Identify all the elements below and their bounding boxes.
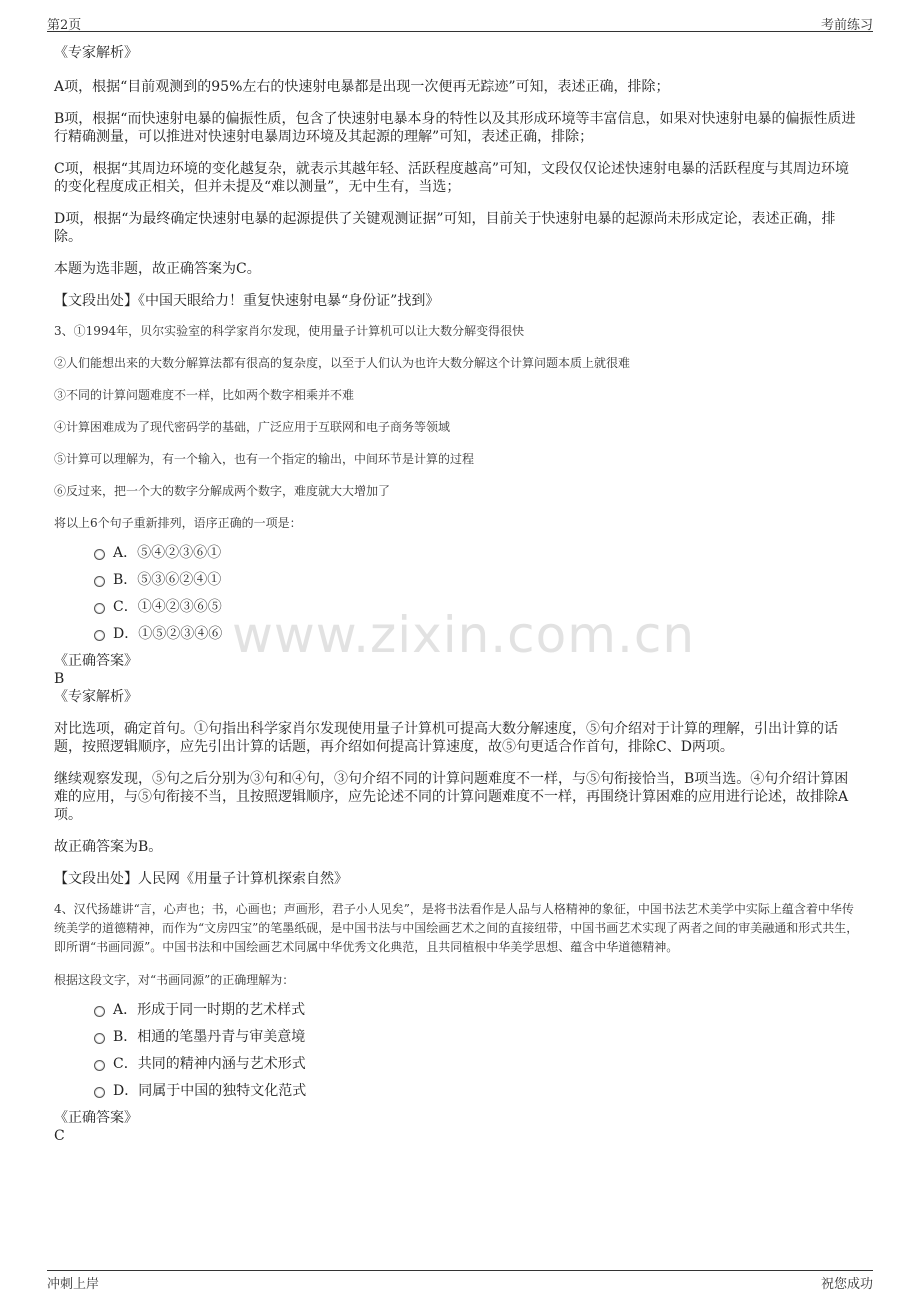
option-label: A．形成于同一时期的艺术样式 xyxy=(113,1002,306,1018)
expert-analysis-label: 《专家解析》 xyxy=(54,45,138,61)
radio-button-icon[interactable] xyxy=(94,603,105,614)
analysis-option-a: A项，根据“目前观测到的95%左右的快速射电暴都是出现一次便再无踪迹”可知，表述正确，排除； xyxy=(54,79,670,95)
option-label: C．共同的精神内涵与艺术形式 xyxy=(113,1056,306,1072)
question-3-options xyxy=(54,544,860,652)
question-3-sentence-5: ⑤计算可以理解为，有一个输入，也有一个指定的输出，中间环节是计算的过程 xyxy=(54,452,475,466)
page-header xyxy=(47,10,873,32)
option-label: D．①⑤②③④⑥ xyxy=(113,626,223,642)
analysis-conclusion: 本题为选非题，故正确答案为C。 xyxy=(54,261,261,277)
analysis-option-b: B项，根据“而快速射电暴的偏振性质，包含了快速射电暴本身的特性以及其形成环境等丰富信息，如果对快速射电暴的偏振性质进行精确测量，可以推进对快速射电暴周边环境及其起源的理解”可知，表述正确，排除； xyxy=(54,111,856,145)
radio-button-icon[interactable] xyxy=(94,1087,105,1098)
analysis-option-d: D项，根据“为最终确定快速射电暴的起源提供了关键观测证据”可知，目前关于快速射电暴的起源尚未形成定论，表述正确，排除。 xyxy=(54,211,836,245)
radio-button-icon[interactable] xyxy=(94,1033,105,1044)
question-4-option-c[interactable] xyxy=(54,1055,860,1082)
page-number: 第2页 xyxy=(47,18,82,33)
analysis-paragraph-2: 继续观察发现，⑤句之后分别为③句和④句，③句介绍不同的计算问题难度不一样，与⑤句衔接恰当，B项当选。④句介绍计算困难的应用，与⑤句衔接不当，且按照逻辑顺序，应先论述不同的计算问题难度不一样，再围绕计算困难的应用进行论述，故排除A项。 xyxy=(54,771,849,823)
page-content xyxy=(54,44,860,1145)
correct-answer-label: 《正确答案》 xyxy=(54,653,138,669)
question-3-sentence-4: ④计算困难成为了现代密码学的基础，广泛应用于互联网和电子商务等领域 xyxy=(54,420,451,434)
question-4-option-b[interactable] xyxy=(54,1028,860,1055)
radio-button-icon[interactable] xyxy=(94,549,105,560)
question-4-option-d[interactable] xyxy=(54,1082,860,1109)
header-title: 考前练习 xyxy=(820,18,873,33)
option-label: B．相通的笔墨丹青与审美意境 xyxy=(113,1029,306,1045)
analysis-paragraph-1: 对比选项，确定首句。①句指出科学家肖尔发现使用量子计算机可提高大数分解速度，⑤句介绍对于计算的理解，引出计算的话题，按照逻辑顺序，应先引出计算的话题，再介绍如何提高计算速度，故⑤句更适合作首句，排除C、D两项。 xyxy=(54,721,838,755)
question-3-sentence-3: ③不同的计算问题难度不一样，比如两个数字相乘并不难 xyxy=(54,388,355,402)
expert-analysis-label: 《专家解析》 xyxy=(54,689,138,705)
question-4-options xyxy=(54,1001,860,1109)
question-3-option-d[interactable] xyxy=(54,625,860,652)
question-3-option-b[interactable] xyxy=(54,571,860,598)
radio-button-icon[interactable] xyxy=(94,1006,105,1017)
correct-answer-value: C xyxy=(54,1128,65,1144)
question-3-sentence-6: ⑥反过来，把一个大的数字分解成两个数字，难度就大大增加了 xyxy=(54,484,391,498)
question-3-prompt: 将以上6个句子重新排列，语序正确的一项是： xyxy=(54,516,302,530)
question-3-sentence-2: ②人们能想出来的大数分解算法都有很高的复杂度，以至于人们认为也许大数分解这个计算问题本质上就很难 xyxy=(54,356,631,370)
option-label: C．①④②③⑥⑤ xyxy=(113,599,222,615)
passage-source: 【文段出处】人民网《用量子计算机探索自然》 xyxy=(54,871,348,887)
header-rule xyxy=(47,31,873,32)
question-4-passage: 4、汉代扬雄讲“言，心声也；书，心画也；声画形，君子小人见矣”，是将书法看作是人品与人格精神的象征，中国书法艺术美学中实际上蕴含着中华传统美学的道德精神，而作为“文房四宝”的笔墨纸砚，是中国书法与中国绘画艺术之间的直接纽带，中国书画艺术实现了两者之间的审美融通和形式共生，即所谓“书画同源”。中国书法和中国绘画艺术同属中华优秀文化典范，且共同植根中华美学思想、蕴含中华道德精神。 xyxy=(54,902,859,954)
option-label: D．同属于中国的独特文化范式 xyxy=(113,1083,307,1099)
question-4-prompt: 根据这段文字，对“书画同源”的正确理解为： xyxy=(54,973,295,987)
question-4-option-a[interactable] xyxy=(54,1001,860,1028)
correct-answer-label: 《正确答案》 xyxy=(54,1110,138,1126)
radio-button-icon[interactable] xyxy=(94,630,105,641)
question-3-option-a[interactable] xyxy=(54,544,860,571)
analysis-conclusion: 故正确答案为B。 xyxy=(54,839,163,855)
footer-left-text: 冲刺上岸 xyxy=(47,1277,100,1292)
option-label: A．⑤④②③⑥① xyxy=(113,545,222,561)
radio-button-icon[interactable] xyxy=(94,1060,105,1071)
option-label: B．⑤③⑥②④① xyxy=(113,572,222,588)
passage-source: 【文段出处】《中国天眼给力！重复快速射电暴“身份证”找到》 xyxy=(54,293,440,309)
question-3-sentence-1: 3、①1994年，贝尔实验室的科学家肖尔发现，使用量子计算机可以让大数分解变得很快 xyxy=(54,324,525,338)
correct-answer-value: B xyxy=(54,671,65,687)
watermark: www.zixin.com.cn xyxy=(232,606,696,664)
question-3-option-c[interactable] xyxy=(54,598,860,625)
radio-button-icon[interactable] xyxy=(94,576,105,587)
analysis-option-c: C项，根据“其周边环境的变化越复杂，就表示其越年轻、活跃程度越高”可知，文段仅仅论述快速射电暴的活跃程度与其周边环境的变化程度成正相关，但并未提及“难以测量”，无中生有，当选； xyxy=(54,161,850,195)
footer-rule xyxy=(47,1270,873,1271)
footer-right-text: 祝您成功 xyxy=(820,1277,873,1292)
